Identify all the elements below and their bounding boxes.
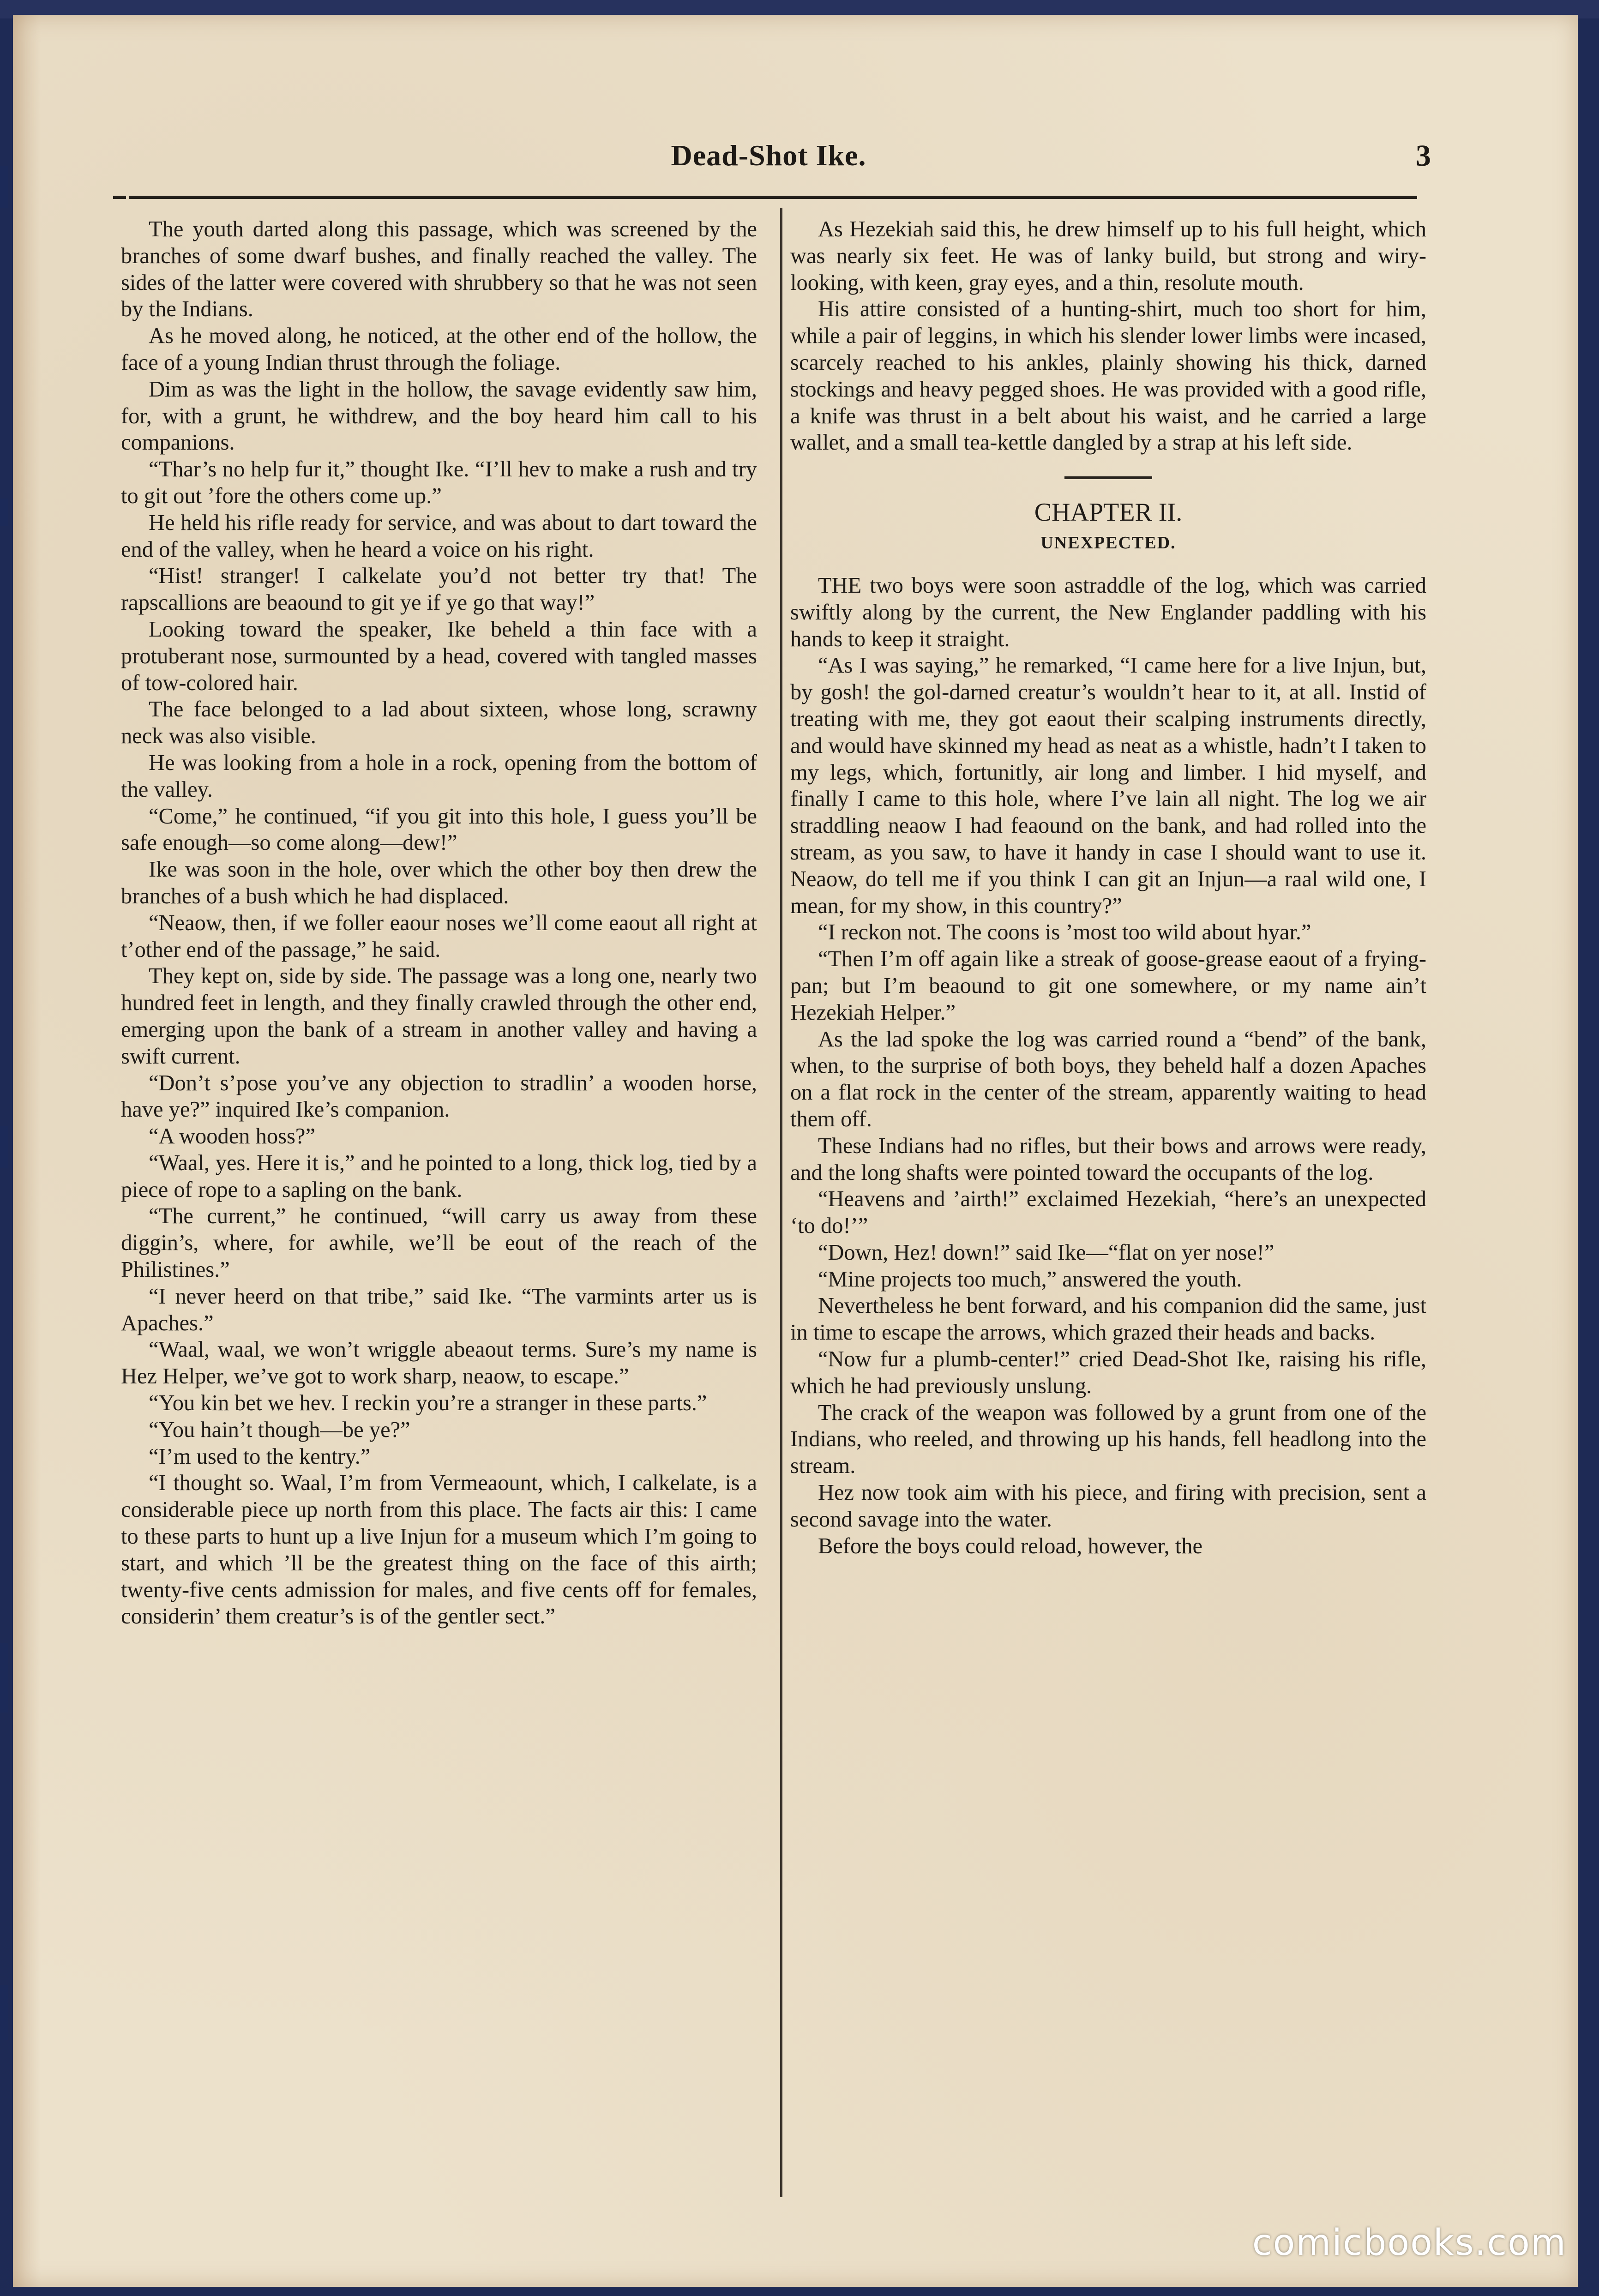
paragraph: “Hist! stranger! I calkelate you’d not better try that! The rapscallions are beaound to git ye if ye go that way!” — [121, 564, 757, 615]
paragraph: He held his rifle ready for service, and was about to dart toward the end of the valley, when he heard a voice on his right. — [121, 510, 757, 562]
paragraph: As Hezekiah said this, he drew himself up to his full height, which was nearly six feet. He was of lanky build, but strong and wiry-looking, with keen, gray eyes, and a thin, resolute mouth. — [790, 217, 1426, 295]
paragraph: “A wooden hoss?” — [149, 1124, 315, 1149]
paragraph: Hez now took aim with his piece, and firing with precision, sent a second savage into the water. — [790, 1480, 1426, 1532]
column-divider — [780, 208, 782, 2197]
paragraph: “Waal, yes. Here it is,” and he pointed to a long, thick log, tied by a piece of rope to a sapling on the bank. — [121, 1150, 757, 1202]
binding-damage — [0, 1985, 8, 2040]
section-rule — [1064, 476, 1152, 479]
paragraph: “Then I’m off again like a streak of goose-grease eaout of a frying-pan; but I’m beaound to git one somewhere, or my name ain’t Hezekiah Helper.” — [790, 947, 1426, 1025]
page-header — [106, 138, 1431, 180]
paragraph: “Down, Hez! down!” said Ike—“flat on yer nose!” — [818, 1240, 1274, 1265]
paragraph: “Heavens and ’airth!” exclaimed Hezekiah, “here’s an unexpected ‘to do!’” — [790, 1187, 1426, 1238]
paragraph: Nevertheless he bent forward, and his companion did the same, just in time to escape the arrows, which grazed their heads and backs. — [790, 1293, 1426, 1345]
right-column-intro — [790, 216, 1426, 456]
paragraph: Looking toward the speaker, Ike beheld a thin face with a protuberant nose, surmounted by a head, covered with tangled masses of tow-colored hair. — [121, 617, 757, 695]
binding-damage — [0, 499, 8, 526]
paragraph: “I thought so. Waal, I’m from Vermeaount, which, I calkelate, is a considerable piece up north from this place. The facts air this: I came to these parts to hunt up a live Injun for a museum which I’m going to start, and which ’ll be the greatest thing on the face of this airth; twenty-five cents admission for males, and five cents off for females, considerin’ them creatur’s is of the gentler sect.” — [121, 1471, 757, 1629]
watermark: comicbooks.com — [1252, 2222, 1567, 2264]
paragraph: “Mine projects too much,” answered the youth. — [818, 1267, 1242, 1292]
paragraph: THE two boys were soon astraddle of the log, which was carried swiftly along by the current, the New Englander paddling with his hands to keep it straight. — [790, 573, 1426, 651]
paragraph: “Now fur a plumb-center!” cried Dead-Shot Ike, raising his rifle, which he had previously unslung. — [790, 1347, 1426, 1398]
left-column — [121, 216, 757, 1630]
paragraph: “Come,” he continued, “if you git into this hole, I guess you’ll be safe enough—so come along—dew!” — [121, 804, 757, 855]
paragraph: They kept on, side by side. The passage was a long one, nearly two hundred feet in length, and they finally crawled through the other end, emerging upon the bank of a stream in another valley and having a swift current. — [121, 964, 757, 1069]
paragraph: “Don’t s’pose you’ve any objection to stradlin’ a wooden horse, have ye?” inquired Ike’s companion. — [121, 1070, 757, 1122]
right-column — [790, 216, 1426, 1559]
paragraph: Dim as was the light in the hollow, the savage evidently saw him, for, with a grunt, he withdrew, and the boy heard him call to his companions. — [121, 377, 757, 455]
header-rule — [129, 196, 1417, 199]
chapter-title: CHAPTER II. — [1034, 498, 1183, 527]
chapter-subtitle: UNEXPECTED. — [1040, 533, 1176, 553]
paragraph: “Neaow, then, if we foller eaour noses we’ll come eaout all right at t’other end of the passage,” he said. — [121, 910, 757, 962]
paragraph: As he moved along, he noticed, at the other end of the hollow, the face of a young Indian thrust through the foliage. — [121, 324, 757, 375]
paragraph: As the lad spoke the log was carried round a “bend” of the bank, when, to the surprise of both boys, they beheld half a dozen Apaches on a flat rock in the center of the stream, apparently waiting to head them off. — [790, 1027, 1426, 1131]
paragraph: “Waal, waal, we won’t wriggle abeaout terms. Sure’s my name is Hez Helper, we’ve got to work sharp, neaow, to escape.” — [121, 1337, 757, 1389]
paragraph: “You kin bet we hev. I reckin you’re a stranger in these parts.” — [149, 1391, 707, 1416]
paragraph: Ike was soon in the hole, over which the other boy then drew the branches of a bush which he had displaced. — [121, 857, 757, 908]
page-number: 3 — [1416, 139, 1431, 173]
paragraph: “I reckon not. The coons is ’most too wild about hyar.” — [818, 920, 1311, 945]
paragraph: “You hain’t though—be ye?” — [149, 1417, 410, 1442]
paragraph: “The current,” he continued, “will carry us away from these diggin’s, where, for awhile, we’ll be eout of the reach of the Philistines.” — [121, 1204, 757, 1282]
paragraph: “I never heerd on that tribe,” said Ike. “The varmints arter us is Apaches.” — [121, 1284, 757, 1335]
binding-damage — [0, 1643, 8, 1713]
binding-damage — [0, 166, 8, 208]
paragraph: Before the boys could reload, however, the — [818, 1533, 1203, 1558]
right-column-chapter — [790, 572, 1426, 1559]
paragraph: “I’m used to the kentry.” — [149, 1444, 371, 1469]
paragraph: “Thar’s no help fur it,” thought Ike. “I’ll hev to make a rush and try to git out ’fore the others come up.” — [121, 457, 757, 508]
paragraph: He was looking from a hole in a rock, opening from the bottom of the valley. — [121, 750, 757, 802]
binding-damage — [0, 1126, 8, 1168]
paragraph: The youth darted along this passage, which was screened by the branches of some dwarf bushes, and finally reached the valley. The sides of the latter were covered with shrubbery so that he was not seen by the Indians. — [121, 217, 757, 322]
paragraph: These Indians had no rifles, but their bows and arrows were ready, and the long shafts were pointed toward the occupants of the log. — [790, 1133, 1426, 1185]
paragraph: The face belonged to a lad about sixteen, whose long, scrawny neck was also visible. — [121, 697, 757, 749]
paragraph: His attire consisted of a hunting-shirt, much too short for him, while a pair of leggins, in which his slender lower limbs were incased, scarcely reached to his ankles, plainly showing his thick, darned stockings and heavy pegged shoes. He was provided with a good rifle, a knife was thrust in a belt about his waist, and he carried a large wallet, and a small tea-kettle dangled by a strap at his left side. — [790, 297, 1426, 455]
running-title: Dead-Shot Ike. — [671, 139, 866, 172]
paragraph: “As I was saying,” he remarked, “I came here for a live Injun, but, by gosh! the gol-darned creatur’s wouldn’t hear to it, at all. Instid of treating with me, they got eaout their scalping instruments directly, and would have skinned my head as neat as a whistle, hadn’t I taken to my legs, which, fortunitly, air long and limber. I hid myself, and finally I came to this hole, where I’ve lain all night. The log we air straddling neaow I had feaound on the bank, and had rolled into the stream, as you saw, to have it handy in case I should want to use it. Neaow, do tell me if you think I can git an Injun—a raal wild one, I mean, for my show, in this country?” — [790, 653, 1426, 918]
paragraph: The crack of the weapon was followed by a grunt from one of the Indians, who reeled, and throwing up his hands, fell headlong into the stream. — [790, 1400, 1426, 1479]
header-rule-mark — [113, 196, 126, 199]
